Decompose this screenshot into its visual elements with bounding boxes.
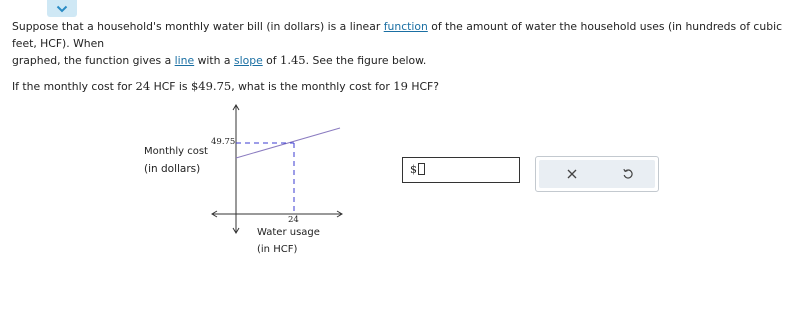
x-axis-label-line2: (in HCF)	[257, 244, 298, 255]
y-axis-label-line2: (in dollars)	[144, 163, 201, 175]
answer-input-box[interactable]	[402, 157, 520, 183]
link-function[interactable]: function	[383, 20, 428, 33]
text-segment: of	[262, 54, 280, 67]
slope-value: 1.45	[280, 53, 306, 67]
text-segment: HCF?	[407, 80, 439, 93]
graph-figure	[140, 98, 360, 263]
y-tick-label: 49.75	[211, 137, 236, 147]
x-icon	[567, 169, 577, 179]
text-segment: HCF is	[150, 80, 191, 93]
dollar-prefix: $	[410, 163, 417, 176]
undo-icon	[622, 168, 634, 180]
question	[12, 78, 794, 95]
undo-button[interactable]	[603, 160, 653, 188]
problem-paragraph	[12, 18, 794, 69]
text-segment: If the monthly cost for	[12, 80, 136, 93]
x-axis-label-line1: Water usage	[257, 227, 320, 238]
answer-input[interactable]	[418, 163, 425, 175]
text-segment: , what is the monthly cost for	[231, 80, 394, 93]
link-slope[interactable]: slope	[233, 54, 263, 67]
graph-svg	[140, 98, 360, 263]
text-segment: Suppose that a household's monthly water bill (in dollars) is a linear	[12, 20, 384, 33]
action-panel-inner	[539, 160, 655, 188]
x-tick-label: 24	[288, 215, 299, 225]
function-line	[236, 128, 340, 158]
link-line[interactable]: line	[174, 54, 195, 67]
action-panel	[535, 156, 659, 192]
text-segment: . See the figure below.	[305, 54, 427, 67]
chevron-down-icon	[56, 5, 68, 13]
collapse-button[interactable]	[47, 0, 77, 17]
cost-value: $49.75	[190, 79, 232, 93]
usage-value: 24	[135, 79, 151, 93]
clear-button[interactable]	[547, 160, 597, 188]
text-segment: of the amount of water the household uses (in hundreds of cubic feet, HCF). When	[12, 20, 783, 50]
text-segment: with a	[194, 54, 234, 67]
y-axis-label-line1: Monthly cost	[144, 146, 208, 157]
text-segment: graphed, the function gives a	[12, 54, 175, 67]
target-value: 19	[393, 79, 408, 93]
problem-text	[12, 18, 794, 95]
